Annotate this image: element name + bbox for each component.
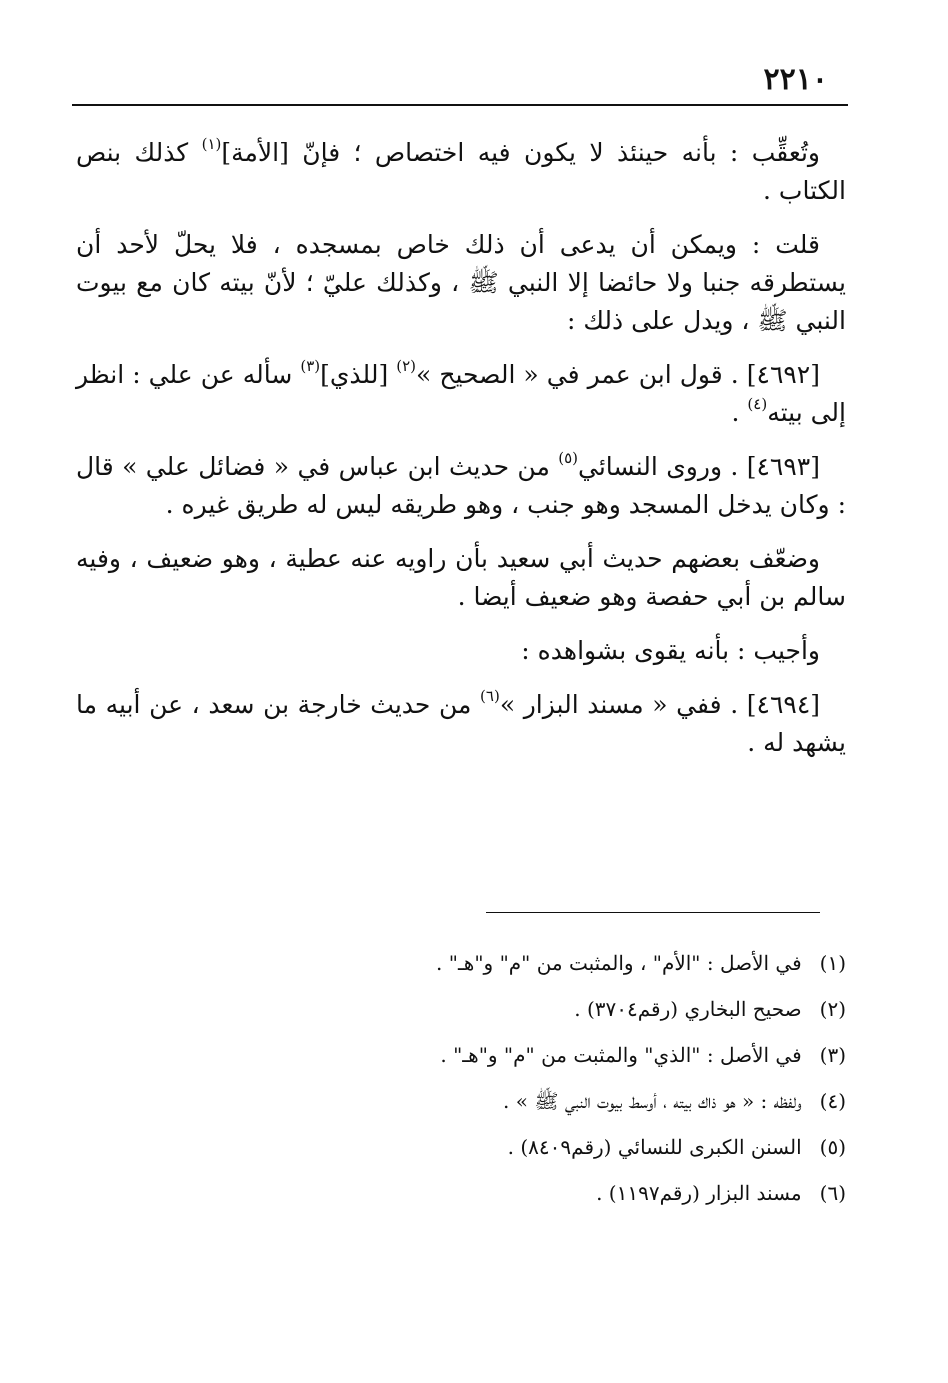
text-run: [٤٦٩٤] . ففي « مسند البزار » — [499, 690, 821, 719]
footnote-text: في الأصل : "الأم" ، والمثبت من "م" و"هـ" . — [436, 951, 802, 975]
text-run: [للذي] — [320, 360, 397, 389]
footnote-text: في الأصل : "الذي" والمثبت من "م" و"هـ" . — [440, 1043, 802, 1067]
footnote-separator — [486, 912, 820, 913]
text-run: وأجيب : بأنه يقوى بشواهده : — [521, 636, 820, 665]
text-run: قلت : ويمكن أن يدعى أن ذلك خاص بمسجده ، فلا يحلّ لأحد أن يستطرقه جنبا ولا حائضا إلا النبي ﷺ ، وكذلك عليّ ؛ لأنّ بيته كان مع بيوت النبي ﷺ ، ويدل على ذلك : — [76, 230, 846, 335]
footnote-marker-3: (٣) — [300, 356, 321, 375]
footnote-4 — [200, 1078, 846, 1124]
footnote-marker-1: (١) — [201, 134, 222, 153]
text-run: وضعّف بعضهم حديث أبي سعيد بأن راويه عنه عطية ، وهو ضعيف ، وفيه سالم بن أبي حفصة وهو ضعيف أيضا . — [76, 544, 846, 611]
paragraph-6 — [76, 632, 846, 670]
footnotes — [200, 940, 846, 1216]
footnote-marker-4: (٤) — [747, 394, 768, 413]
footnote-marker-2: (٢) — [396, 356, 417, 375]
footnote-text: السنن الكبرى للنسائي (رقم٨٤٠٩) . — [507, 1135, 802, 1159]
text-run: كذلك بنص الكتاب . — [76, 138, 846, 205]
text-run: [٤٦٩٣] . وروى النسائي — [578, 452, 820, 481]
text-run: . — [731, 398, 748, 427]
paragraph-4 — [76, 448, 846, 524]
footnote-number: (١) — [819, 951, 846, 975]
text-run: من حديث ابن عباس في « فضائل علي » قال : وكان يدخل المسجد وهو جنب ، وهو طريقه ليس له طريق غيره . — [76, 452, 846, 519]
footnote-6 — [200, 1170, 846, 1216]
paragraph-1 — [76, 134, 846, 210]
footnote-number: (٦) — [819, 1181, 846, 1205]
text-run: من حديث خارجة بن سعد ، عن أبيه ما يشهد له . — [76, 690, 846, 757]
footnote-1 — [200, 940, 846, 986]
footnote-number: (٤) — [819, 1089, 846, 1113]
footnote-text: صحيح البخاري (رقم٣٧٠٤) . — [574, 997, 802, 1021]
text-run: وتُعقِّب : بأنه حينئذ لا يكون فيه اختصاص ؛ فإنّ [الأمة] — [221, 138, 820, 167]
footnote-3 — [200, 1032, 846, 1078]
footnote-number: (٥) — [819, 1135, 846, 1159]
text-run: سأله عن علي : انظر إلى بيته — [76, 360, 846, 427]
body-text — [76, 134, 846, 778]
paragraph-2 — [76, 226, 846, 340]
paragraph-3 — [76, 356, 846, 432]
footnote-marker-5: (٥) — [558, 448, 579, 467]
footnote-marker-6: (٦) — [480, 686, 500, 705]
footnote-number: (٢) — [819, 997, 846, 1021]
footnote-text: مسند البزار (رقم١١٩٧) . — [596, 1181, 802, 1205]
paragraph-7 — [76, 686, 846, 762]
footnote-2 — [200, 986, 846, 1032]
footnote-number: (٣) — [819, 1043, 846, 1067]
paragraph-5 — [76, 540, 846, 616]
footnote-text: ولفظه : « هو ذاك بيته ، أوسط بيوت النبي ﷺ » . — [503, 1089, 802, 1113]
header-rule — [72, 104, 848, 106]
text-run: [٤٦٩٢] . قول ابن عمر في « الصحيح » — [416, 360, 820, 389]
page-number: ٢٢١٠ — [763, 62, 828, 97]
footnote-5 — [200, 1124, 846, 1170]
